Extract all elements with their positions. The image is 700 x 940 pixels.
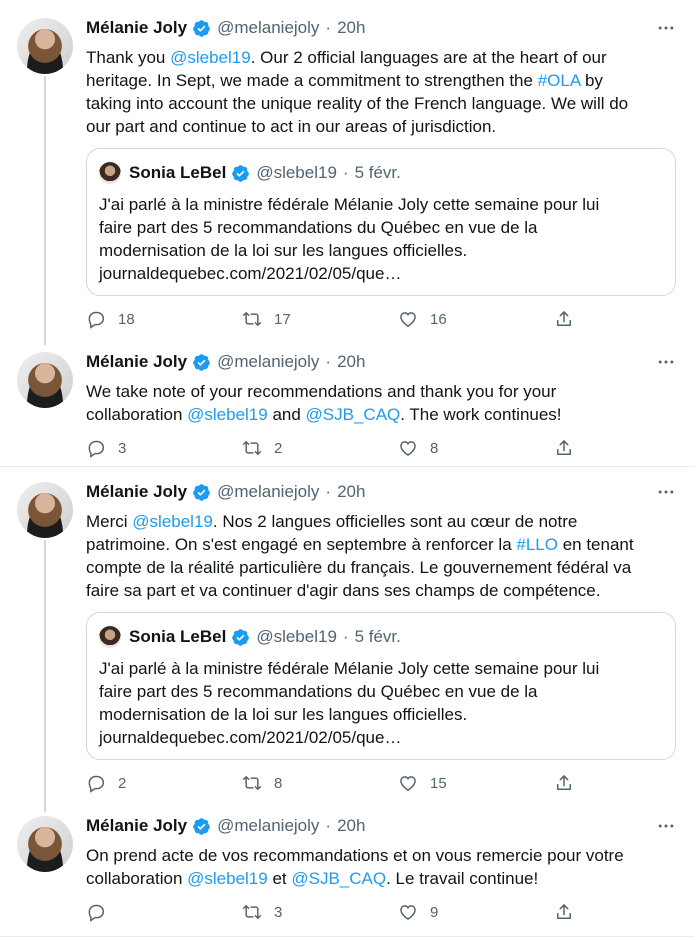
reply-count: 2 (118, 774, 127, 792)
text-line: faire part des 5 recommandations du Québec en vue de la (99, 682, 538, 701)
text-line: J'ai parlé à la ministre fédérale Mélanie Joly cette semaine pour lui (99, 195, 600, 214)
reply-button[interactable] (86, 772, 126, 794)
author-handle[interactable]: @melaniejoly (217, 18, 320, 37)
mention-link[interactable]: #LLO (516, 535, 558, 554)
share-icon (554, 902, 586, 922)
verified-icon (192, 483, 211, 502)
text-segment: our part and continue to act in our areas of jurisdiction. (86, 117, 497, 136)
author-name[interactable]: Mélanie Joly (86, 816, 188, 835)
retweet-count: 3 (274, 903, 283, 921)
quoted-avatar (99, 162, 121, 184)
reply-icon (86, 773, 118, 793)
text-segment: en tenant (557, 535, 634, 554)
like-icon (398, 309, 430, 329)
text-line: J'ai parlé à la ministre fédérale Mélanie Joly cette semaine pour lui (99, 659, 600, 678)
divider (0, 936, 694, 937)
avatar[interactable] (17, 18, 73, 74)
verified-icon (192, 353, 211, 372)
author-name[interactable]: Mélanie Joly (86, 18, 188, 37)
author-name[interactable]: Mélanie Joly (86, 482, 188, 501)
mention-link[interactable]: @slebel19 (187, 405, 268, 424)
text-segment: faire sa part et va continuer d'agir dans ses champs de compétence. (86, 581, 601, 600)
text-line (86, 46, 676, 69)
text-line (86, 556, 676, 579)
quoted-author-name: Sonia LeBel (129, 627, 227, 646)
text-line: journaldequebec.com/2021/02/05/que… (99, 264, 402, 283)
text-segment: We take note of your recommendations and thank you for your (86, 382, 557, 401)
tweet-text (86, 844, 676, 890)
text-segment: taking into account the unique reality of the French language. We will do (86, 94, 629, 113)
separator-dot: · (325, 482, 332, 501)
text-line: journaldequebec.com/2021/02/05/que… (99, 728, 402, 747)
tweet-header (86, 16, 365, 40)
quoted-author-handle: @slebel19 (256, 163, 337, 182)
text-segment: . Nos 2 langues officielles sont au cœur de notre (212, 512, 578, 531)
quoted-tweet-header (99, 161, 401, 185)
text-line (86, 69, 676, 92)
quoted-tweet[interactable] (86, 612, 676, 760)
reply-button[interactable] (86, 901, 118, 923)
text-segment: compte de la réalité particulière du français. Le gouvernement fédéral va (86, 558, 632, 577)
like-count: 16 (430, 310, 447, 328)
text-segment: . The work continues! (400, 405, 562, 424)
share-button[interactable] (554, 901, 586, 923)
tweet-text (86, 46, 676, 138)
retweet-button[interactable] (242, 437, 282, 459)
reply-icon (86, 438, 118, 458)
mention-link[interactable]: #OLA (537, 71, 581, 90)
like-icon (398, 902, 430, 922)
tweet-header (86, 480, 365, 504)
verified-icon (192, 817, 211, 836)
like-button[interactable] (398, 772, 447, 794)
retweet-button[interactable] (242, 772, 282, 794)
action-bar (86, 772, 586, 794)
timestamp[interactable]: 20h (337, 352, 366, 371)
share-icon (554, 438, 586, 458)
more-options-icon[interactable] (654, 814, 678, 838)
separator-dot: · (325, 352, 332, 371)
share-button[interactable] (554, 437, 586, 459)
more-options-icon[interactable] (654, 350, 678, 374)
author-handle[interactable]: @melaniejoly (217, 816, 320, 835)
retweet-count: 8 (274, 774, 283, 792)
mention-link[interactable]: @slebel19 (132, 512, 213, 531)
action-bar (86, 308, 586, 330)
reply-count: 18 (118, 310, 135, 328)
author-handle[interactable]: @melaniejoly (217, 352, 320, 371)
tweet-text (86, 510, 676, 602)
separator-dot: · (325, 18, 332, 37)
like-icon (398, 773, 430, 793)
like-count: 8 (430, 439, 439, 457)
mention-link[interactable]: @slebel19 (170, 48, 251, 67)
text-line (86, 510, 676, 533)
verified-icon (192, 19, 211, 38)
divider (0, 466, 694, 467)
mention-link[interactable]: @SJB_CAQ (305, 405, 401, 424)
author-name[interactable]: Mélanie Joly (86, 352, 188, 371)
mention-link[interactable]: @SJB_CAQ (291, 869, 387, 888)
text-segment: On prend acte de vos recommandations et on vous remercie pour votre (86, 846, 624, 865)
quoted-tweet-text (99, 657, 659, 749)
text-line (86, 579, 676, 602)
quoted-avatar (99, 626, 121, 648)
reply-button[interactable] (86, 308, 135, 330)
reply-button[interactable] (86, 437, 126, 459)
tweet-header (86, 350, 365, 374)
like-button[interactable] (398, 437, 438, 459)
more-options-icon[interactable] (654, 16, 678, 40)
share-button[interactable] (554, 772, 586, 794)
share-icon (554, 773, 586, 793)
separator-dot: · (342, 627, 349, 646)
quoted-timestamp: 5 févr. (354, 627, 401, 646)
timestamp[interactable]: 20h (337, 18, 366, 37)
text-segment: collaboration (86, 405, 188, 424)
thread-line (44, 76, 46, 345)
like-icon (398, 438, 430, 458)
verified-icon (231, 164, 250, 183)
action-bar (86, 437, 586, 459)
text-line (86, 115, 676, 138)
retweet-icon (242, 773, 274, 793)
avatar[interactable] (17, 482, 73, 538)
text-line: faire part des 5 recommandations du Québec en vue de la (99, 218, 538, 237)
text-segment: . Our 2 official languages are at the heart of our (250, 48, 607, 67)
share-button[interactable] (554, 308, 586, 330)
separator-dot: · (325, 816, 332, 835)
quoted-tweet-header (99, 625, 401, 649)
text-line (86, 403, 676, 426)
quoted-tweet-text (99, 193, 659, 285)
like-count: 9 (430, 903, 439, 921)
quoted-timestamp: 5 févr. (354, 163, 401, 182)
text-segment: Thank you (86, 48, 171, 67)
retweet-button[interactable] (242, 901, 282, 923)
like-button[interactable] (398, 308, 447, 330)
like-button[interactable] (398, 901, 438, 923)
text-segment: patrimoine. On s'est engagé en septembre à renforcer la (86, 535, 517, 554)
text-segment: et (267, 869, 292, 888)
thread-line (44, 540, 46, 812)
text-line (86, 533, 676, 556)
retweet-icon (242, 309, 274, 329)
mention-link[interactable]: @slebel19 (187, 869, 268, 888)
timestamp[interactable]: 20h (337, 482, 366, 501)
text-segment: Merci (86, 512, 133, 531)
text-line (86, 844, 676, 867)
avatar[interactable] (17, 816, 73, 872)
retweet-button[interactable] (242, 308, 291, 330)
quoted-author-name: Sonia LeBel (129, 163, 227, 182)
text-line (86, 92, 676, 115)
more-options-icon[interactable] (654, 480, 678, 504)
text-line (86, 380, 676, 403)
avatar[interactable] (17, 352, 73, 408)
reply-icon (86, 902, 118, 922)
timestamp[interactable]: 20h (337, 816, 366, 835)
text-segment: collaboration (86, 869, 188, 888)
retweet-count: 2 (274, 439, 283, 457)
verified-icon (231, 628, 250, 647)
text-line (86, 867, 676, 890)
tweet-header (86, 814, 365, 838)
reply-icon (86, 309, 118, 329)
quoted-tweet[interactable] (86, 148, 676, 296)
share-icon (554, 309, 586, 329)
retweet-count: 17 (274, 310, 291, 328)
retweet-icon (242, 438, 274, 458)
reply-count: 3 (118, 439, 127, 457)
action-bar (86, 901, 586, 923)
retweet-icon (242, 902, 274, 922)
text-line: modernisation de la loi sur les langues officielles. (99, 241, 468, 260)
text-segment: by (580, 71, 603, 90)
text-segment: . Le travail continue! (386, 869, 539, 888)
tweet-text (86, 380, 676, 426)
text-line: modernisation de la loi sur les langues officielles. (99, 705, 468, 724)
like-count: 15 (430, 774, 447, 792)
separator-dot: · (342, 163, 349, 182)
text-segment: heritage. In Sept, we made a commitment to strengthen the (86, 71, 538, 90)
quoted-author-handle: @slebel19 (256, 627, 337, 646)
text-segment: and (267, 405, 306, 424)
author-handle[interactable]: @melaniejoly (217, 482, 320, 501)
